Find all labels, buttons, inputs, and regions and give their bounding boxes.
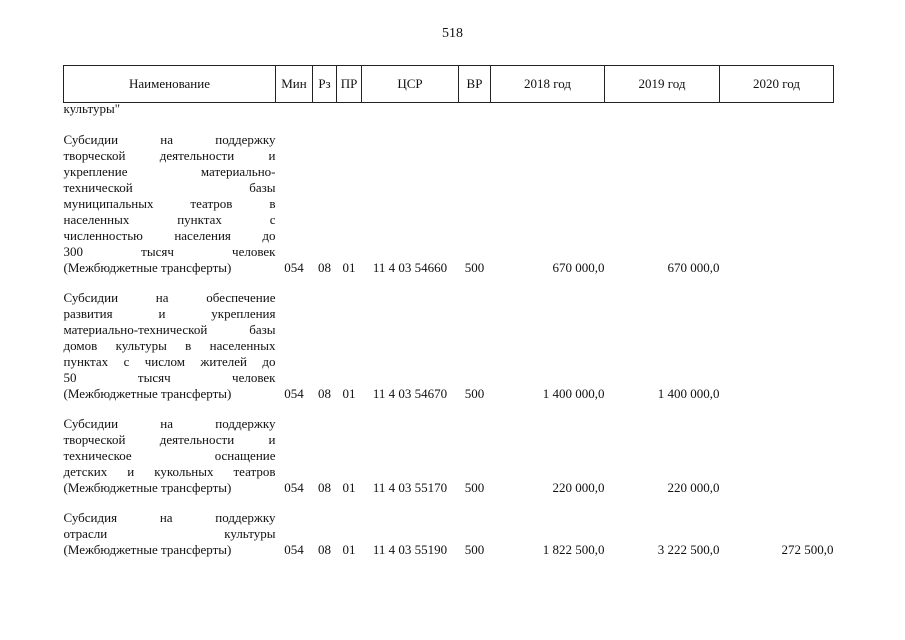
section-code: 08 — [318, 542, 331, 557]
amount-2019: 3 222 500,0 — [657, 542, 720, 557]
name-line: муниципальных театров в — [63, 196, 276, 211]
name-line: Субсидии на поддержку — [63, 132, 276, 147]
name-line: Субсидии на обеспечение — [63, 290, 276, 305]
table-row — [64, 132, 834, 276]
subsection-code: 01 — [342, 542, 356, 557]
amount-2019: 1 400 000,0 — [657, 386, 720, 401]
subsection-code: 01 — [342, 260, 356, 275]
row-name — [64, 510, 276, 558]
header-2019: 2019 год — [605, 66, 720, 103]
name-line: творческой деятельности и — [63, 432, 276, 447]
amount-2020 — [720, 132, 834, 276]
name-line: численностью населения до — [63, 228, 276, 243]
expense-type-code: 500 — [464, 386, 485, 401]
name-line: (Межбюджетные трансферты) — [63, 542, 232, 557]
ministry-code: 054 — [284, 542, 304, 557]
section-code: 08 — [318, 386, 331, 401]
amount-2019: 670 000,0 — [667, 260, 720, 275]
name-line: материально-технической базы — [63, 322, 276, 337]
target-article-code: 11 4 03 54660 — [372, 260, 448, 275]
target-article-code: 11 4 03 55190 — [372, 542, 448, 557]
header-name: Наименование — [64, 66, 276, 103]
carryover-row — [64, 103, 834, 119]
expense-type-code: 500 — [464, 480, 485, 495]
row-spacer — [64, 496, 834, 510]
section-code: 08 — [318, 480, 331, 495]
ministry-code: 054 — [284, 480, 304, 495]
row-name — [64, 132, 276, 276]
amount-2018: 1 400 000,0 — [542, 386, 605, 401]
budget-table — [63, 65, 834, 558]
name-line: (Межбюджетные трансферты) — [63, 386, 232, 401]
target-article-code: 11 4 03 54670 — [372, 386, 448, 401]
name-line: техническое оснащение — [63, 448, 276, 463]
name-line: укрепление материально- — [63, 164, 276, 179]
name-line: технической базы — [63, 180, 276, 195]
carryover-text: культуры" — [63, 101, 121, 116]
expense-type-code: 500 — [464, 260, 485, 275]
name-line: (Межбюджетные трансферты) — [63, 480, 232, 495]
section-code: 08 — [318, 260, 331, 275]
name-line: развития и укрепления — [63, 306, 276, 321]
amount-2018: 1 822 500,0 — [542, 542, 605, 557]
ministry-code: 054 — [284, 260, 304, 275]
name-line: (Межбюджетные трансферты) — [63, 260, 232, 275]
name-line: пунктах с числом жителей до — [63, 354, 276, 369]
amount-2018: 670 000,0 — [552, 260, 605, 275]
name-line: домов культуры в населенных — [63, 338, 276, 353]
header-csr: ЦСР — [362, 66, 459, 103]
name-line: Субсидия на поддержку — [63, 510, 276, 525]
header-min: Мин — [276, 66, 313, 103]
page-number: 518 — [442, 26, 463, 41]
amount-2020 — [720, 290, 834, 402]
expense-type-code: 500 — [464, 542, 485, 557]
amount-2020 — [720, 416, 834, 496]
table-header-row — [64, 66, 834, 103]
subsection-code: 01 — [342, 386, 356, 401]
name-line: населенных пунктах с — [63, 212, 276, 227]
name-line: отрасли культуры — [63, 526, 276, 541]
amount-2019: 220 000,0 — [667, 480, 720, 495]
table-row — [64, 510, 834, 558]
row-name — [64, 416, 276, 496]
table-row — [64, 290, 834, 402]
row-spacer — [64, 276, 834, 290]
table-row — [64, 416, 834, 496]
header-pr: ПР — [337, 66, 362, 103]
header-2020: 2020 год — [720, 66, 834, 103]
header-vr: ВР — [459, 66, 491, 103]
amount-2018: 220 000,0 — [552, 480, 605, 495]
amount-2020: 272 500,0 — [781, 542, 834, 557]
target-article-code: 11 4 03 55170 — [372, 480, 448, 495]
name-line: 50 тысяч человек — [63, 370, 276, 385]
row-spacer — [64, 402, 834, 416]
subsection-code: 01 — [342, 480, 356, 495]
name-line: Субсидии на поддержку — [63, 416, 276, 431]
name-line: 300 тысяч человек — [63, 244, 276, 259]
name-line: творческой деятельности и — [63, 148, 276, 163]
name-line: детских и кукольных театров — [63, 464, 276, 479]
header-2018: 2018 год — [491, 66, 605, 103]
row-spacer — [64, 118, 834, 132]
header-rz: Рз — [313, 66, 337, 103]
row-name — [64, 290, 276, 402]
ministry-code: 054 — [284, 386, 304, 401]
